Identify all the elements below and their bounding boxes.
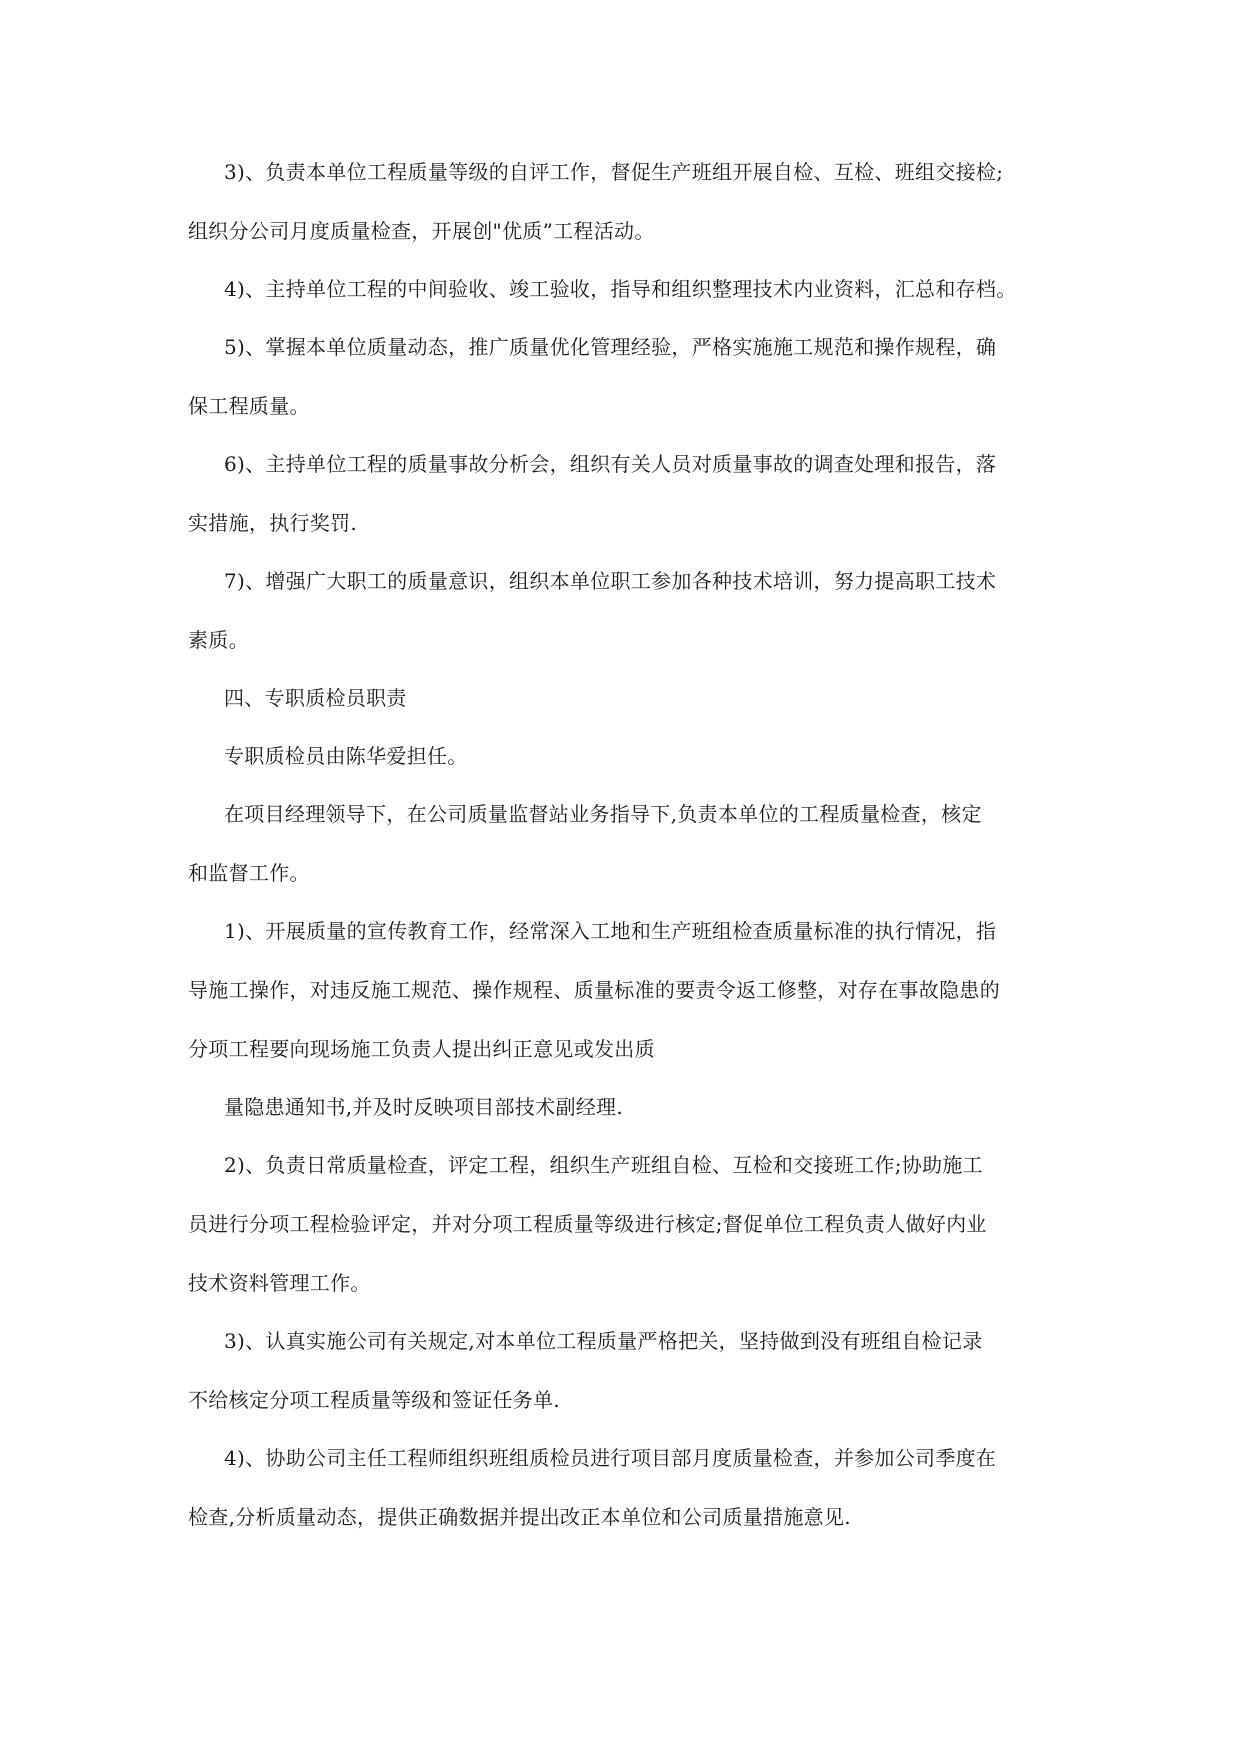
paragraph-line: 在项目经理领导下，在公司质量监督站业务指导下,负责本单位的工程质量检查，核定 [224, 802, 982, 826]
paragraph-line: 导施工操作，对违反施工规范、操作规程、质量标准的要责令返工修整，对存在事故隐患的 [188, 978, 1000, 1002]
paragraph-line: 4)、主持单位工程的中间验收、竣工验收，指导和组织整理技术内业资料，汇总和存档。 [224, 277, 1017, 301]
paragraph-line: 2)、负责日常质量检查，评定工程，组织生产班组自检、互检和交接班工作;协助施工 [224, 1153, 983, 1177]
paragraph-line: 量隐患通知书,并及时反映项目部技术副经理. [224, 1095, 624, 1119]
paragraph-line: 不给核定分项工程质量等级和签证任务单. [188, 1388, 561, 1412]
document-page [188, 158, 1058, 1531]
paragraph-line: 分项工程要向现场施工负责人提出纠正意见或发出质 [188, 1037, 655, 1061]
paragraph-line: 组织分公司月度质量检查，开展创"优质”工程活动。 [188, 219, 655, 243]
paragraph-line: 专职质检员由陈华爱担任。 [224, 744, 468, 768]
paragraph-line: 技术资料管理工作。 [188, 1271, 371, 1295]
paragraph-line: 保工程质量。 [188, 394, 310, 418]
paragraph-line: 6)、主持单位工程的质量事故分析会，组织有关人员对质量事故的调查处理和报告，落 [224, 452, 997, 476]
paragraph-line: 实措施，执行奖罚. [188, 511, 358, 535]
paragraph-line: 员进行分项工程检验评定，并对分项工程质量等级进行核定;督促单位工程负责人做好内业 [188, 1212, 987, 1236]
paragraph-line: 5)、掌握本单位质量动态，推广质量优化管理经验，严格实施施工规范和操作规程，确 [224, 335, 997, 359]
paragraph-line: 检查,分析质量动态，提供正确数据并提出改正本单位和公司质量措施意见. [188, 1505, 851, 1529]
paragraph-line: 7)、增强广大职工的质量意识，组织本单位职工参加各种技术培训，努力提高职工技术 [224, 569, 997, 593]
paragraph-line: 3)、认真实施公司有关规定,对本单位工程质量严格把关，坚持做到没有班组自检记录 [224, 1329, 983, 1353]
paragraph-line: 1)、开展质量的宣传教育工作，经常深入工地和生产班组检查质量标准的执行情况，指 [224, 919, 997, 943]
paragraph-line: 素质。 [188, 628, 249, 652]
paragraph-line: 和监督工作。 [188, 861, 310, 885]
paragraph-line: 4)、协助公司主任工程师组织班组质检员进行项目部月度质量检查，并参加公司季度在 [224, 1446, 997, 1470]
section-heading: 四、专职质检员职责 [224, 686, 407, 710]
paragraph-line: 3)、负责本单位工程质量等级的自评工作，督促生产班组开展自检、互检、班组交接检; [224, 160, 1004, 184]
